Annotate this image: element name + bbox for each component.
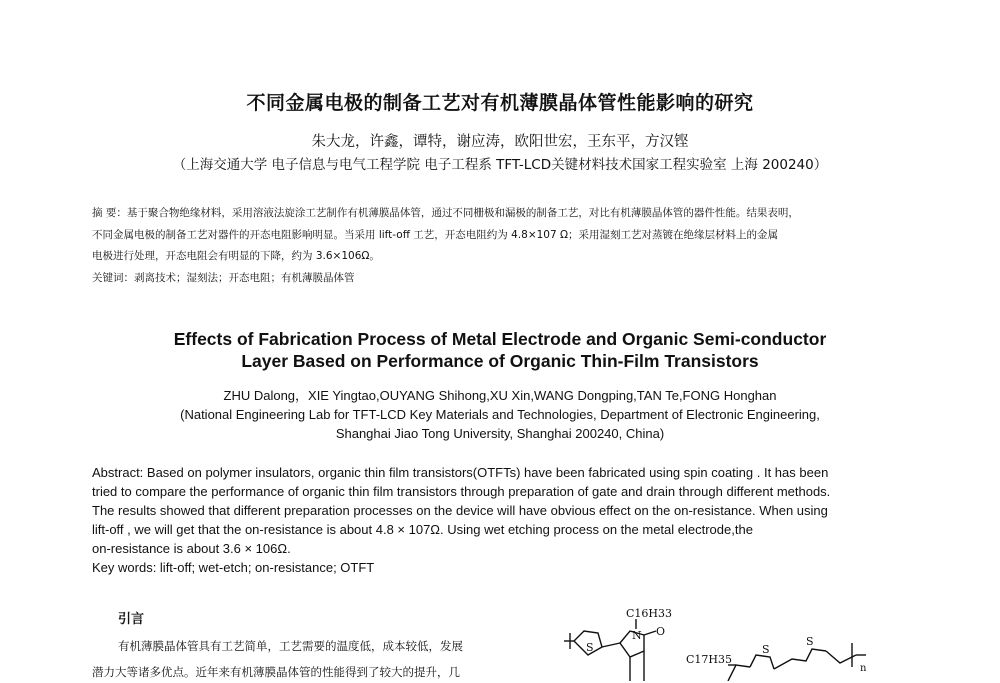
chinese-keywords: 关键词：剥离技术；湿刻法；开态电阻；有机薄膜晶体管 [92, 271, 355, 284]
bond-line [728, 665, 750, 681]
polymer-structure-figure [560, 605, 890, 681]
english-abstract-line: on-resistance is about 3.6 × 106Ω. [92, 541, 291, 556]
english-affiliation-line: Shanghai Jiao Tong University, Shanghai 200240, China) [335, 426, 665, 441]
sulfur-label: S [806, 635, 814, 648]
oxygen-label: O [656, 625, 666, 638]
introduction-line: 潜力大等诸多优点。近年来有机薄膜晶体管的性能得到了较大的提升，几 [92, 665, 460, 679]
alkyl-label: C17H35 [686, 653, 733, 666]
nitrogen-label: N [632, 629, 642, 642]
sulfur-label: S [762, 643, 770, 656]
chinese-affiliation: （上海交通大学 电子信息与电气工程学院 电子工程系 TFT-LCD关键材料技术国家工程实验室 上海 200240） [172, 157, 828, 173]
chemical-structure-drawing [560, 605, 890, 681]
chinese-abstract-line: 电极进行处理，开态电阻会有明显的下降，约为 3.6×106Ω。 [92, 250, 380, 262]
english-abstract-line: Abstract: Based on polymer insulators, organic thin film transistors(OTFTs) have been fabricated using spin coating . It has been [92, 465, 829, 480]
introduction-heading: 引言 [118, 612, 145, 627]
chinese-abstract-line: 摘 要：基于聚合物绝缘材料，采用溶液法旋涂工艺制作有机薄膜晶体管，通过不同栅极和漏极的制备工艺，对比有机薄膜晶体管的器件性能。结果表明， [92, 207, 799, 219]
english-abstract-line: tried to compare the performance of organic thin film transistors through preparation of gate and drain through different methods. [92, 484, 831, 499]
introduction-line: 有机薄膜晶体管具有工艺简单，工艺需要的温度低，成本较低，发展 [118, 639, 463, 653]
chinese-authors: 朱大龙，许鑫，谭特，谢应涛，欧阳世宏，王东平，方汉铿 [311, 134, 689, 150]
english-abstract-line: The results showed that different preparation processes on the device will have obvious effect on the on-resistance. When using [92, 503, 828, 518]
repeat-unit-label: n [860, 663, 867, 674]
english-keywords: Key words: lift-off; wet-etch; on-resistance; OTFT [92, 560, 375, 575]
carbonyl-bond [644, 631, 656, 635]
english-authors: ZHU Dalong，XIE Yingtao,OUYANG Shihong,XU Xin,WANG Dongping,TAN Te,FONG Honghan [223, 388, 777, 403]
english-abstract [92, 463, 912, 577]
english-title [0, 328, 1000, 372]
introduction-section [92, 609, 502, 683]
alkyl-label: C16H33 [626, 607, 673, 620]
chinese-title: 不同金属电极的制备工艺对有机薄膜晶体管性能影响的研究 [246, 92, 754, 114]
english-abstract-line: lift-off , we will get that the on-resistance is about 4.8 × 107Ω. Using wet etching process on the metal electrode,the [92, 522, 753, 537]
thiophene-ring [774, 649, 826, 669]
thiophene-ring [750, 655, 774, 669]
sulfur-label: S [586, 641, 594, 654]
bond-line [602, 643, 620, 647]
chinese-abstract-line: 不同金属电极的制备工艺对器件的开态电阻影响明显。当采用 lift-off 工艺，开态电阻约为 4.8×107 Ω；采用湿刻工艺对蒸镀在绝缘层材料上的金属 [92, 228, 779, 241]
english-authors-block [0, 386, 1000, 443]
english-title-line: Layer Based on Performance of Organic Thin-Film Transistors [241, 351, 759, 371]
chinese-abstract [92, 203, 912, 289]
english-title-line: Effects of Fabrication Process of Metal Electrode and Organic Semi-conductor [173, 329, 827, 349]
english-affiliation-line: (National Engineering Lab for TFT-LCD Key Materials and Technologies, Department of Electronic Engineering, [180, 407, 820, 422]
